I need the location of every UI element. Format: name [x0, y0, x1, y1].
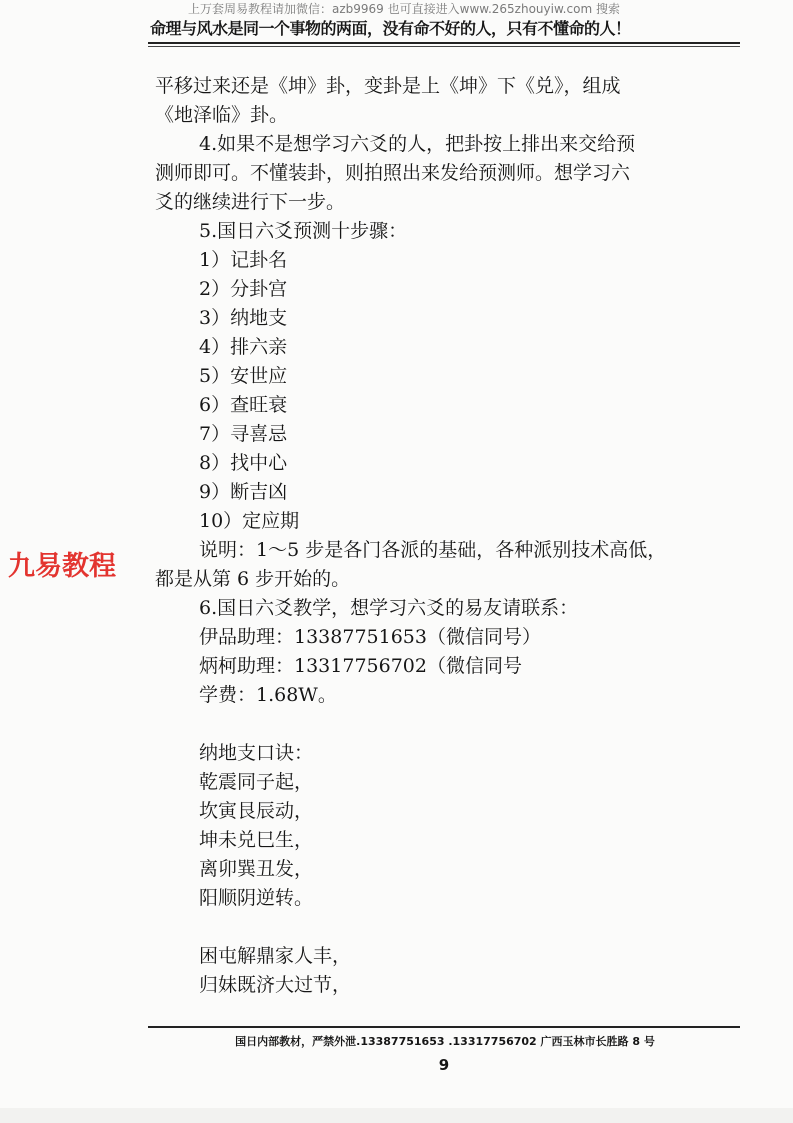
verse-line: 归妹既济大过节，: [199, 974, 352, 996]
step-item: 7）寻喜忌: [199, 423, 288, 445]
paragraph-line: 平移过来还是《坤》卦，变卦是上《坤》下《兑》，组成: [155, 75, 621, 97]
verse-line: 阳顺阴逆转。: [199, 887, 314, 909]
top-watermark: 上万套周易教程请加微信：azb9969 也可直接进入www.265zhouyiw.com 搜索: [188, 2, 620, 16]
step-item: 8）找中心: [199, 452, 288, 474]
fee-line: 学费：1.68W。: [199, 684, 337, 706]
note-line: 都是从第 6 步开始的。: [155, 568, 351, 590]
page-header: 命理与风水是同一个事物的两面，没有命不好的人，只有不懂命的人！: [150, 19, 631, 38]
page-body: [155, 72, 740, 1000]
verse-title: 纳地支口诀：: [199, 742, 314, 764]
contact-line: 伊品助理：13387751653（微信同号）: [199, 626, 541, 648]
paragraph-line: 4.如果不是想学习六爻的人，把卦按上排出来交给预: [199, 133, 636, 155]
verse-line: 乾震同子起，: [199, 771, 314, 793]
side-logo: 九易教程: [8, 551, 116, 582]
verse-line: 坤未兑巳生，: [199, 829, 314, 851]
step-item: 3）纳地支: [199, 307, 288, 329]
paragraph-line: 《地泽临》卦。: [155, 104, 289, 126]
step-item: 9）断吉凶: [199, 481, 288, 503]
scan-edge: [0, 1108, 793, 1123]
steps-title: 5.国日六爻预测十步骤：: [199, 220, 408, 242]
contact-line: 炳柯助理：13317756702（微信同号: [199, 655, 522, 677]
contact-title: 6.国日六爻教学，想学习六爻的易友请联系：: [199, 597, 579, 619]
step-item: 1）记卦名: [199, 249, 288, 271]
verse-line: 坎寅艮辰动，: [199, 800, 314, 822]
spacer: [155, 710, 740, 739]
verse-line: 困屯解鼎家人丰，: [199, 945, 352, 967]
step-item: 6）查旺衰: [199, 394, 288, 416]
verse-line: 离卯巽丑发，: [199, 858, 314, 880]
note-line: 说明：1～5 步是各门各派的基础，各种派别技术高低，: [199, 539, 667, 561]
paragraph-line: 测师即可。不懂装卦，则拍照出来发给预测师。想学习六: [155, 162, 631, 184]
step-item: 2）分卦宫: [199, 278, 288, 300]
spacer: [155, 913, 740, 942]
footer-rule: [148, 1026, 740, 1028]
paragraph-line: 爻的继续进行下一步。: [155, 191, 346, 213]
step-item: 4）排六亲: [199, 336, 288, 358]
step-item: 10）定应期: [199, 510, 300, 532]
header-rule: [148, 42, 740, 44]
page-number: 9: [438, 1056, 450, 1074]
page-footer: 国日内部教材，严禁外泄.13387751653 .13317756702 广西玉林市长胜路 8 号: [235, 1035, 655, 1048]
header-rule-thin: [148, 46, 740, 47]
step-item: 5）安世应: [199, 365, 288, 387]
